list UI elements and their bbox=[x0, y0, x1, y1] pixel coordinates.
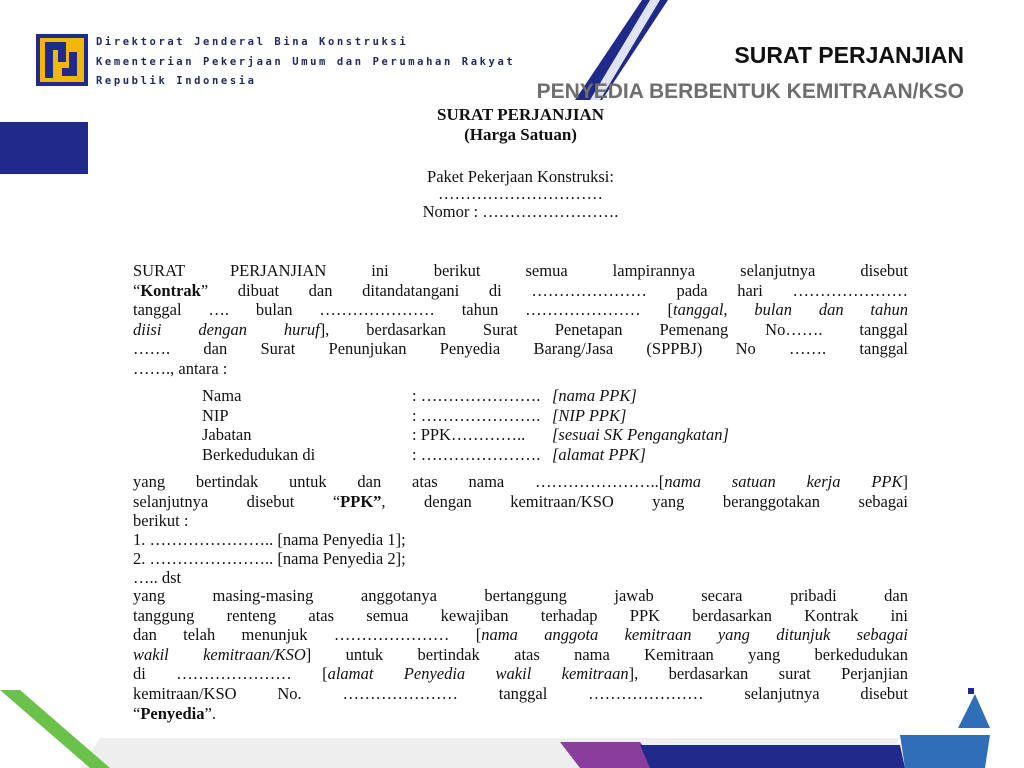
pupr-logo-icon bbox=[36, 34, 88, 86]
paragraph-line: ……., antara : bbox=[133, 358, 228, 378]
kontrak-term: Kontrak bbox=[140, 280, 201, 300]
ppk-detail-row bbox=[202, 445, 729, 465]
penyedia-paragraph bbox=[133, 586, 908, 723]
paragraph-line: selanjutnya disebut “PPK”, dengan kemitraan/KSO yang beranggotakan sebagai bbox=[133, 491, 908, 511]
bottom-right-logo-emblem bbox=[958, 688, 990, 728]
field-value: : …………………. bbox=[412, 444, 541, 464]
ppk-details bbox=[202, 386, 729, 464]
field-value: : PPK………….. bbox=[412, 425, 526, 444]
field-label: NIP bbox=[202, 405, 229, 425]
agency-line: Republik Indonesia bbox=[96, 75, 257, 87]
field-label: Berkedudukan di bbox=[202, 444, 316, 464]
field-hint: [NIP PPK] bbox=[552, 405, 627, 425]
agency-block bbox=[96, 33, 515, 92]
ppk-detail-row bbox=[202, 425, 729, 445]
paragraph-line: yang bertindak untuk dan atas nama …………………..[nama satuan kerja PPK] bbox=[133, 472, 908, 491]
bottom-blue-stripe bbox=[900, 735, 990, 768]
paragraph-line: wakil kemitraan/KSO] untuk bertindak atas nama Kemitraan yang berkedudukan bbox=[133, 644, 909, 664]
slide-subtitle: PENYEDIA BERBENTUK KEMITRAAN/KSO bbox=[536, 80, 964, 103]
document-title-line: SURAT PERJANJIAN bbox=[436, 105, 605, 124]
field-hint: [nama PPK] bbox=[552, 386, 637, 405]
document-title-line: (Harga Satuan) bbox=[464, 125, 577, 144]
field-value: : …………………. bbox=[412, 405, 541, 425]
paket-label: Paket Pekerjaan Konstruksi: bbox=[427, 167, 614, 186]
paket-block bbox=[133, 166, 908, 222]
left-navy-block bbox=[0, 122, 88, 174]
paragraph-line: tanggung renteng atas semua kewajiban terhadap PPK berdasarkan Kontrak ini bbox=[133, 605, 908, 625]
paragraph-line: tanggal …. bulan ………………… tahun ………………… [tanggal, bulan dan tahun bbox=[133, 300, 908, 320]
paket-dots: ………………………… bbox=[438, 184, 603, 203]
paragraph-line: yang masing-masing anggotanya bertanggung jawab secara pribadi dan bbox=[133, 586, 908, 605]
member-list bbox=[133, 530, 406, 587]
field-label: Nama bbox=[202, 386, 242, 405]
field-label: Jabatan bbox=[202, 425, 252, 444]
paragraph-line: kemitraan/KSO No. ………………… tanggal ………………… selanjutnya disebut bbox=[133, 683, 908, 703]
paragraph-line: dan telah menunjuk ………………… [nama anggota kemitraan yang ditunjuk sebagai bbox=[133, 625, 908, 645]
ppk-paragraph bbox=[133, 472, 908, 531]
slide-title: SURAT PERJANJIAN bbox=[734, 42, 964, 68]
paragraph-line: di ………………… [alamat Penyedia wakil kemitraan], berdasarkan surat Perjanjian bbox=[133, 664, 908, 684]
agency-line: Direktorat Jenderal Bina Konstruksi bbox=[96, 36, 409, 48]
bottom-navy-stripe bbox=[640, 745, 905, 768]
paragraph-line: “Penyedia”. bbox=[133, 703, 216, 723]
field-value: : …………………. bbox=[412, 386, 541, 405]
paragraph-line: berikut : bbox=[133, 511, 189, 531]
paragraph-line: ……. dan Surat Penunjukan Penyedia Barang/Jasa (SPPBJ) No ……. tanggal bbox=[133, 339, 908, 359]
ppk-detail-row bbox=[202, 406, 729, 426]
document-title bbox=[133, 105, 908, 145]
paragraph-line: SURAT PERJANJIAN ini berikut semua lampirannya selanjutnya disebut bbox=[133, 261, 908, 280]
paragraph-line: “Kontrak” dibuat dan ditandatangani di ………………… pada hari ………………… bbox=[133, 280, 908, 300]
opening-paragraph bbox=[133, 261, 908, 379]
ppk-term: PPK” bbox=[340, 491, 382, 511]
ppk-detail-row bbox=[202, 386, 729, 406]
paragraph-line: diisi dengan huruf], berdasarkan Surat Penetapan Pemenang No……. tanggal bbox=[133, 319, 908, 339]
field-hint: [alamat PPK] bbox=[552, 444, 646, 464]
nomor-line: Nomor : ……………………. bbox=[422, 202, 619, 221]
penyedia-term: Penyedia bbox=[140, 703, 205, 723]
field-hint: [sesuai SK Pengangkatan] bbox=[552, 425, 729, 444]
bottom-green-stripe bbox=[0, 690, 110, 768]
agency-line: Kementerian Pekerjaan Umum dan Perumahan Rakyat bbox=[96, 55, 516, 68]
list-item: ….. dst bbox=[133, 568, 182, 587]
list-item: 2. ………………….. [nama Penyedia 2]; bbox=[133, 549, 406, 568]
list-item: 1. ………………….. [nama Penyedia 1]; bbox=[133, 530, 406, 549]
